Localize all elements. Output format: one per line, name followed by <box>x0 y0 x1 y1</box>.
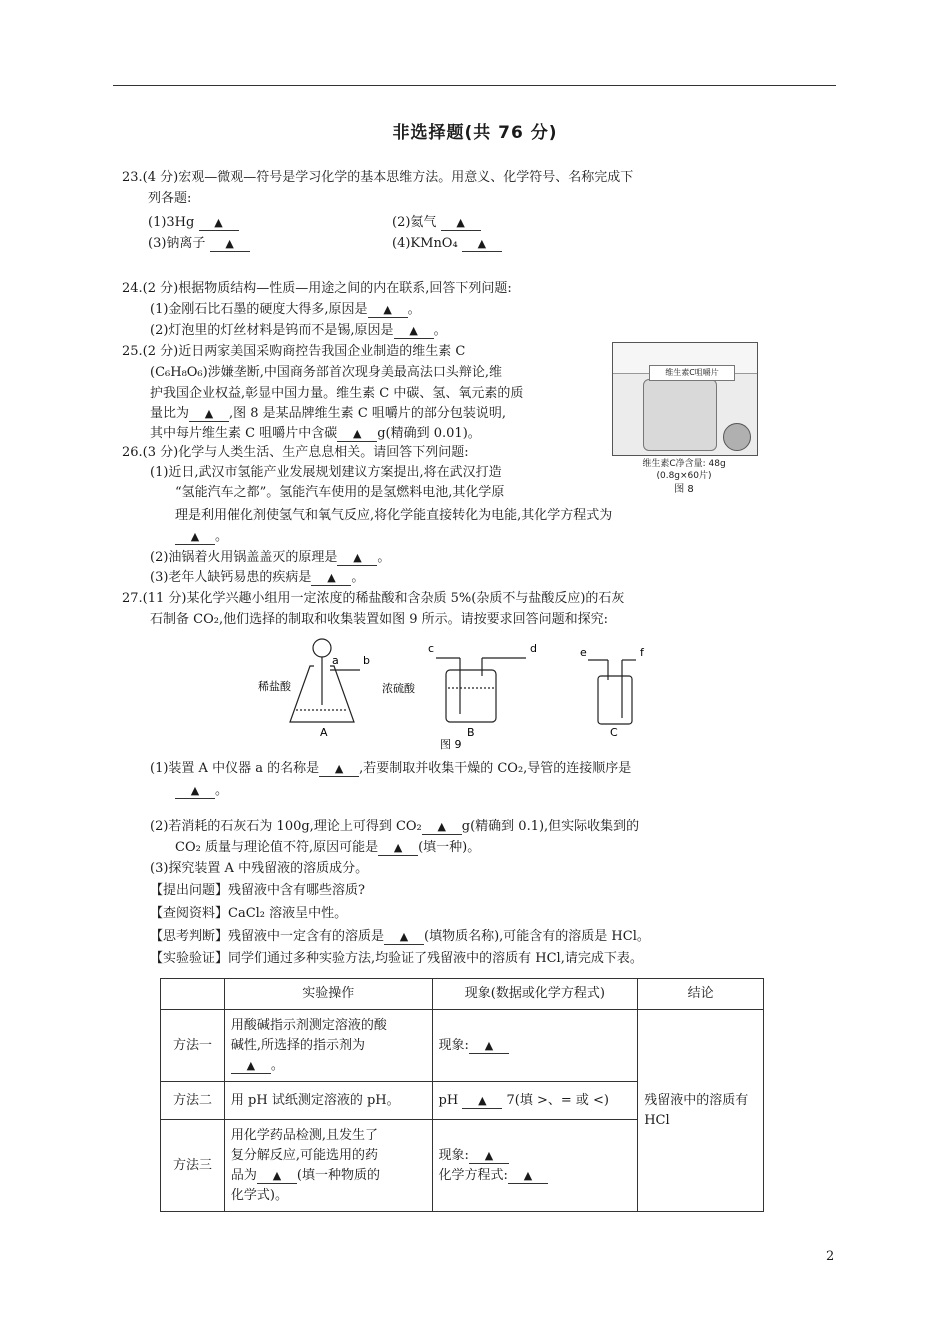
table-header <box>161 979 225 1010</box>
q25-line-4: 量比为 ▲ ,图 8 是某品牌维生素 C 咀嚼片的部分包装说明, <box>150 406 507 421</box>
answer-blank[interactable]: ▲ <box>337 427 377 442</box>
q24-sub-1: (1)金刚石比石墨的硬度大得多,原因是 ▲ 。 <box>150 302 421 317</box>
answer-blank[interactable]: ▲ <box>368 303 408 318</box>
answer-blank[interactable]: ▲ <box>210 237 250 252</box>
q25-line-1: 25.(2 分)近日两家美国采购商控告我国企业制造的维生素 C <box>122 344 466 359</box>
tablet-image <box>723 423 751 451</box>
collection-bottle <box>598 676 632 724</box>
label-b: b <box>363 654 370 667</box>
q27-sub-2-line-1: (2)若消耗的石灰石为 100g,理论上可得到 CO₂ ▲ g(精确到 0.1),但实际收集到的 <box>150 819 640 834</box>
q26-sub-1-line-2: “氢能汽车之都”。氢能汽车使用的是氢燃料电池,其化学原 <box>175 485 505 500</box>
q24-stem: 24.(2 分)根据物质结构—性质—用途之间的内在联系,回答下列问题: <box>122 281 512 296</box>
answer-blank[interactable]: ▲ <box>337 551 377 566</box>
q25-line-2: (C₆H₈O₆)涉嫌垄断,中国商务部首次现身美最高法口头辩论,维 <box>150 365 502 380</box>
wash-bottle <box>446 670 496 722</box>
answer-blank[interactable]: ▲ <box>199 216 239 231</box>
answer-blank[interactable]: ▲ <box>175 530 215 545</box>
answer-blank[interactable]: ▲ <box>175 784 215 799</box>
answer-blank[interactable]: ▲ <box>384 930 424 945</box>
table-row <box>161 1010 764 1082</box>
method-label: 方法一 <box>161 1010 225 1082</box>
answer-blank[interactable]: ▲ <box>462 1094 502 1109</box>
figure-8-label: 图 8 <box>674 484 694 495</box>
operation-cell: 用酸碱指示剂测定溶液的酸 碱性,所选择的指示剂为 ▲ 。 <box>224 1010 432 1082</box>
q27-verify: 【实验验证】同学们通过多种实验方法,均验证了残留液中的溶质有 HCl,请完成下表。 <box>150 951 643 966</box>
answer-blank[interactable]: ▲ <box>441 216 481 231</box>
answer-blank[interactable]: ▲ <box>231 1059 271 1074</box>
apparatus-b <box>436 658 526 722</box>
method-label: 方法三 <box>161 1120 225 1212</box>
apparatus-figure <box>250 630 670 752</box>
q26-sub-2: (2)油锅着火用锅盖盖灭的原理是 ▲ 。 <box>150 550 391 565</box>
q26-sub-1-answer: ▲ 。 <box>175 528 228 546</box>
answer-blank[interactable]: ▲ <box>508 1169 548 1184</box>
q27-sub-1-answer: ▲ 。 <box>175 782 228 800</box>
conclusion-cell: 残留液中的溶质有 HCl <box>638 1010 764 1212</box>
funnel-bulb <box>313 639 331 657</box>
observation-cell: 现象: ▲ 化学方程式: ▲ <box>432 1120 638 1212</box>
caption-a: A <box>320 726 328 739</box>
answer-blank[interactable]: ▲ <box>469 1149 509 1164</box>
apparatus-c <box>588 660 636 724</box>
answer-blank[interactable]: ▲ <box>257 1169 297 1184</box>
header-rule <box>113 85 836 86</box>
q23-item-3: (3)钠离子 ▲ <box>148 235 250 253</box>
answer-blank[interactable]: ▲ <box>394 324 434 339</box>
table-header-row <box>161 979 764 1010</box>
apparatus-a <box>290 639 360 722</box>
q27-think: 【思考判断】残留液中一定含有的溶质是 ▲ (填物质名称),可能含有的溶质是 HCl。 <box>150 929 650 944</box>
observation-cell: pH ▲ 7(填 >、= 或 <) <box>432 1082 638 1120</box>
label-conc-acid: 浓硫酸 <box>382 682 415 695</box>
table-header: 现象(数据或化学方程式) <box>432 979 638 1010</box>
q26-sub-1-line-3: 理是利用催化剂使氢气和氧气反应,将化学能直接转化为电能,其化学方程式为 <box>175 508 613 523</box>
label-d: d <box>530 642 537 655</box>
experiment-table <box>160 978 764 1212</box>
q27-sub-1: (1)装置 A 中仪器 a 的名称是 ▲ ,若要制取并收集干燥的 CO₂,导管的连接顺序是 <box>150 761 632 776</box>
q23-item-2: (2)氦气 ▲ <box>392 214 481 232</box>
q23-stem-2: 列各题: <box>148 191 192 206</box>
answer-blank[interactable]: ▲ <box>462 237 502 252</box>
answer-blank[interactable]: ▲ <box>189 407 229 422</box>
q26-stem: 26.(3 分)化学与人类生活、生产息息相关。请回答下列问题: <box>122 445 469 460</box>
label-c: c <box>428 642 435 655</box>
answer-blank[interactable]: ▲ <box>319 762 359 777</box>
label-dilute-acid: 稀盐酸 <box>258 680 291 693</box>
figure-9-label: 图 9 <box>440 738 462 751</box>
bottle-image <box>643 379 717 451</box>
method-label: 方法二 <box>161 1082 225 1120</box>
q27-stem-1: 27.(11 分)某化学兴趣小组用一定浓度的稀盐酸和含杂质 5%(杂质不与盐酸反应)的石灰 <box>122 591 625 606</box>
observation-cell: 现象: ▲ <box>432 1010 638 1082</box>
answer-blank[interactable]: ▲ <box>422 820 462 835</box>
q27-sub-3: (3)探究装置 A 中残留液的溶质成分。 <box>150 861 369 876</box>
q27-ask: 【提出问题】残留液中含有哪些溶质? <box>150 883 365 898</box>
q23-stem-1: 23.(4 分)宏观—微观—符号是学习化学的基本思维方法。用意义、化学符号、名称完成下 <box>122 170 634 185</box>
answer-blank[interactable]: ▲ <box>469 1039 509 1054</box>
operation-cell: 用化学药品检测,且发生了 复分解反应,可能选用的药 品为 ▲ (填一种物质的 化学式)。 <box>224 1120 432 1212</box>
q25-line-5: 其中每片维生素 C 咀嚼片中含碳 ▲ g(精确到 0.01)。 <box>150 426 481 441</box>
label-e: e <box>580 646 587 659</box>
q24-sub-2: (2)灯泡里的灯丝材料是钨而不是锡,原因是 ▲ 。 <box>150 323 447 338</box>
package-label: 维生素C咀嚼片 <box>649 365 735 381</box>
caption-c: C <box>610 726 618 739</box>
section-title: 非选择题(共 76 分) <box>392 123 558 143</box>
caption-b: B <box>467 726 475 739</box>
page-number: 2 <box>826 1249 835 1264</box>
q23-item-1: (1)3Hg ▲ <box>148 214 239 232</box>
q26-sub-3: (3)老年人缺钙易患的疾病是 ▲ 。 <box>150 570 365 585</box>
answer-blank[interactable]: ▲ <box>378 841 418 856</box>
q23-item-4: (4)KMnO₄ ▲ <box>392 235 502 253</box>
answer-blank[interactable]: ▲ <box>311 571 351 586</box>
operation-cell: 用 pH 试纸测定溶液的 pH。 <box>224 1082 432 1120</box>
table-header: 实验操作 <box>224 979 432 1010</box>
label-a: a <box>332 654 339 667</box>
figure-8-caption-1: 维生素C净含量: 48g <box>642 459 726 469</box>
q27-info: 【查阅资料】CaCl₂ 溶液呈中性。 <box>150 906 348 921</box>
q27-sub-2-line-2: CO₂ 质量与理论值不符,原因可能是 ▲ (填一种)。 <box>175 840 481 855</box>
table-header: 结论 <box>638 979 764 1010</box>
label-f: f <box>640 646 644 659</box>
vitamin-c-package-image <box>612 342 758 456</box>
q25-line-3: 护我国企业权益,彰显中国力量。维生素 C 中碳、氢、氧元素的质 <box>150 386 524 401</box>
figure-8-caption-2: (0.8g×60片) <box>656 471 712 481</box>
q26-sub-1-line-1: (1)近日,武汉市氢能产业发展规划建议方案提出,将在武汉打造 <box>150 465 502 480</box>
q27-stem-2: 石制备 CO₂,他们选择的制取和收集装置如图 9 所示。请按要求回答问题和探究: <box>150 612 608 627</box>
